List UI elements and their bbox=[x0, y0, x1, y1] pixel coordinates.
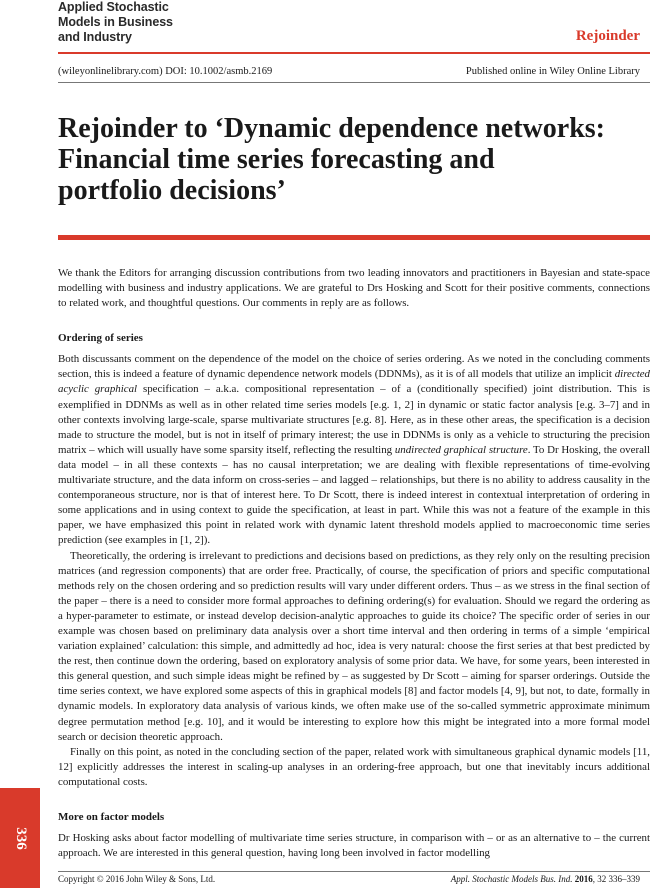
section-label: Rejoinder bbox=[575, 28, 640, 44]
header-divider bbox=[58, 52, 650, 54]
article-title bbox=[58, 113, 638, 206]
journal-name-line: Applied Stochastic bbox=[58, 0, 169, 14]
title-divider bbox=[58, 235, 650, 240]
copyright: Copyright © 2016 John Wiley & Sons, Ltd. bbox=[58, 874, 216, 884]
citation bbox=[451, 874, 640, 884]
doi-link[interactable]: (wileyonlinelibrary.com) DOI: 10.1002/asmb.2169 bbox=[58, 66, 273, 77]
footer-divider bbox=[58, 871, 650, 872]
journal-logo bbox=[58, 0, 173, 45]
meta-divider bbox=[58, 82, 650, 83]
page-number: 336 bbox=[12, 826, 29, 850]
journal-name-line: and Industry bbox=[58, 30, 132, 44]
body-paragraph: Theoretically, the ordering is irrelevant to predictions and decisions based on predictions, as they rely only on the resulting precision matrices (and regression components) that are order free. Practically, of course, the specification of priors and specific computational methods rely on the chosen ordering and so prediction results will vary under different orders. Thus – as we stress in the final section of the paper – there is a need to consider more formal approaches to defining ordering(s) for evaluation. Should we regard the ordering as a hyper-parameter to estimate, or instead develop decision-analytic approaches to guide its choice? The specific order of series in our example was chosen based on preliminary data analysis over a short time interval and then ordering in terms of a simple ‘empirical variation explained’ calculation: this simple, and admittedly ad hoc, idea is very natural: choose the first series at that best predicted by the rest, then continue down the ordering, based on exploratory analysis of some prior data. We have, for some years, been interested in this general question, and such simple ideas might be refined by – as suggested by Dr Scott – aiming for sparser orderings. Outside the time series context, we have explored some aspects of this in graphical models [8] and factor models [4, 9], but not, to date, formally in dynamic models. In exploratory data analysis of various kinds, we often make use of the so-called symmetric approximate minimum degree permutation method [e.g. 10], and it would be interesting to explore how this might be integrated into a more formal model search or decision theoretic approach. bbox=[58, 549, 650, 743]
title-line: Rejoinder to ‘Dynamic dependence networks: bbox=[58, 113, 605, 144]
article-body bbox=[58, 266, 650, 861]
section-heading: More on factor models bbox=[58, 811, 165, 823]
body-paragraph: Both discussants comment on the dependence of the model on the choice of series ordering. As we noted in the concluding comments section, this is indeed a feature of dynamic dependence network models (DDNMs), as it is of all models that utilize an implicit directed acyclic graphical specification – a.k.a. compositional representation – of a (conditionally specified) joint distribution. This is exemplified in DDNMs as well as in other related time series models [e.g. 1, 2] in dynamic or static factor analysis [e.g. 3–7] and in other contexts involving large-scale, sparse multivariate structures [e.g. 8]. Here, as in these other areas, the specification is a decision made to structure the model, but is not in itself of primary interest; the use in DDNMs is only as a vehicle to structuring the precision matrix – which will usually have some sparsity itself, reflecting the resulting undirected graphical structure. To Dr Hosking, the overall data model – in all these contexts – has no causal interpretation; we are dealing with flexible representations of time-evolving multivariate structure, and the data inform on cross-series – and lagged – relationships, but there is no ability to address causality in the contemporaneous structure, nor is that of interest here. To Dr Scott, there is indeed interest in contextual interpretation of ordering in some applications and in using context to guide the specification, at least in part. While this was not a feature of the example in this paper, we have emphasized this point in related work with dynamic latent threshold models applied to macroeconomic time series prediction (see examples in [1, 2]). bbox=[58, 353, 650, 547]
title-line: Financial time series forecasting and bbox=[58, 144, 495, 175]
emphasis-text: directed acyclic graphical bbox=[58, 368, 650, 396]
body-paragraph: Finally on this point, as noted in the concluding section of the paper, related work with simultaneous graphical dynamic models [11, 12] explicitly addresses the interest in scaling-up analyses in an ordering-free approach, but one that inevitably incurs additional computational costs. bbox=[58, 745, 650, 788]
title-line: portfolio decisions’ bbox=[58, 175, 286, 206]
emphasis-text: undirected graphical structure bbox=[394, 443, 528, 456]
intro-paragraph: We thank the Editors for arranging discussion contributions from two leading innovators and practitioners in Bayesian and state-space modelling with business and industry applications. We are grateful to Drs Hosking and Scott for their positive comments, connections to related work, and thoughtful questions. Our comments in reply are as follows. bbox=[58, 267, 650, 310]
citation-journal: Appl. Stochastic Models Bus. Ind. bbox=[450, 874, 573, 884]
section-heading: Ordering of series bbox=[58, 332, 143, 345]
body-paragraph: Dr Hosking asks about factor modelling of multivariate time series structure, in comparison with – or as an alternative to – the current approach. We are interested in this general question, having long been involved in factor modelling bbox=[58, 832, 650, 860]
citation-volume-pages: , 32 336–339 bbox=[592, 874, 640, 884]
published-online: Published online in Wiley Online Library bbox=[465, 66, 640, 77]
citation-year: 2016 bbox=[574, 874, 593, 884]
journal-name-line: Models in Business bbox=[58, 15, 173, 29]
